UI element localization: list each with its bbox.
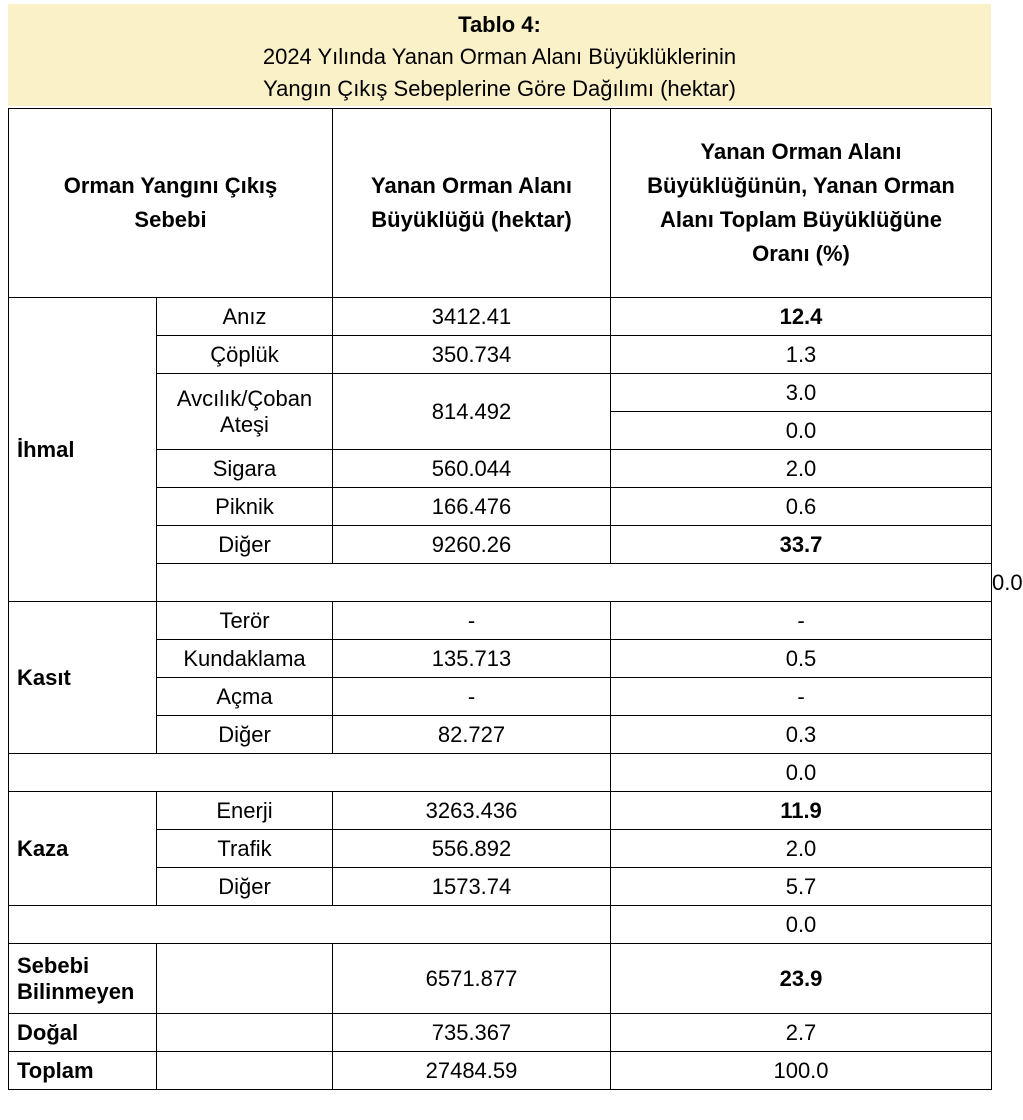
percent-cell: 2.0	[611, 450, 992, 488]
table-row	[9, 1014, 992, 1052]
header-cause: Orman Yangını Çıkış Sebebi	[9, 109, 333, 298]
area-cell: 560.044	[333, 450, 611, 488]
area-cell: 27484.59	[333, 1052, 611, 1090]
table-row	[9, 298, 992, 336]
subcause-cell	[157, 944, 333, 1014]
percent-cell: 0.0	[611, 754, 992, 792]
percent-cell: -	[611, 602, 992, 640]
header-area: Yanan Orman Alanı Büyüklüğü (hektar)	[333, 109, 611, 298]
category-kasit: Kasıt	[9, 602, 157, 754]
table-row	[9, 336, 992, 374]
forest-fire-table	[8, 108, 1023, 1090]
table-number: Tablo 4:	[458, 12, 541, 37]
percent-cell: 0.3	[611, 716, 992, 754]
area-cell: 556.892	[333, 830, 611, 868]
area-cell: 1573.74	[333, 868, 611, 906]
table-row	[9, 602, 992, 640]
table-row	[9, 944, 992, 1014]
header-row	[9, 109, 992, 298]
percent-cell: 23.9	[611, 944, 992, 1014]
area-cell: -	[333, 678, 611, 716]
category-ihmal: İhmal	[9, 298, 157, 602]
area-cell: 82.727	[333, 716, 611, 754]
area-cell: 735.367	[333, 1014, 611, 1052]
subcause-cell: Açma	[157, 678, 333, 716]
category-sebebi-bilinmeyen: Sebebi Bilinmeyen	[9, 944, 157, 1014]
category-dogal: Doğal	[9, 1014, 157, 1052]
table-row: 0.0	[9, 564, 992, 602]
table-row	[9, 716, 992, 754]
subcause-cell	[157, 1052, 333, 1090]
blank-row-cell	[9, 754, 611, 792]
table-row	[9, 374, 992, 412]
table-row	[9, 526, 992, 564]
percent-cell: 12.4	[611, 298, 992, 336]
subcause-cell: Terör	[157, 602, 333, 640]
percent-cell: 2.0	[611, 830, 992, 868]
subcause-cell: Diğer	[157, 868, 333, 906]
subcause-cell: Diğer	[157, 716, 333, 754]
table-row	[9, 488, 992, 526]
area-cell: 166.476	[333, 488, 611, 526]
percent-cell: 2.7	[611, 1014, 992, 1052]
percent-cell: 1.3	[611, 336, 992, 374]
category-toplam: Toplam	[9, 1052, 157, 1090]
table-row	[9, 640, 992, 678]
blank-row-cell	[9, 906, 611, 944]
area-cell: 6571.877	[333, 944, 611, 1014]
table-title-line-2: Yangın Çıkış Sebeplerine Göre Dağılımı (hektar)	[263, 76, 736, 101]
table-title-band	[8, 4, 991, 106]
percent-cell: 3.0	[611, 374, 992, 412]
area-cell: 350.734	[333, 336, 611, 374]
subcause-cell: Diğer	[157, 526, 333, 564]
percent-cell: 0.5	[611, 640, 992, 678]
subcause-cell: Çöplük	[157, 336, 333, 374]
area-cell: -	[333, 602, 611, 640]
subcause-cell: Piknik	[157, 488, 333, 526]
area-cell: 814.492	[333, 374, 611, 450]
table-row	[9, 906, 992, 944]
area-cell: 3263.436	[333, 792, 611, 830]
area-cell: 135.713	[333, 640, 611, 678]
table-row	[9, 754, 992, 792]
subcause-cell: Sigara	[157, 450, 333, 488]
subcause-cell: Avcılık/Çoban Ateşi	[157, 374, 333, 450]
area-cell: 3412.41	[333, 298, 611, 336]
percent-cell: 0.6	[611, 488, 992, 526]
subcause-cell	[157, 1014, 333, 1052]
table-title-line-1: 2024 Yılında Yanan Orman Alanı Büyüklüklerinin	[262, 44, 737, 69]
table-row	[9, 678, 992, 716]
total-row	[9, 1052, 992, 1090]
subcause-cell: Kundaklama	[157, 640, 333, 678]
subcause-cell: Anız	[157, 298, 333, 336]
subcause-cell: Enerji	[157, 792, 333, 830]
percent-cell: 5.7	[611, 868, 992, 906]
table-row	[9, 868, 992, 906]
category-kaza: Kaza	[9, 792, 157, 906]
percent-cell: 0.0	[611, 906, 992, 944]
percent-cell: -	[611, 678, 992, 716]
table-row	[9, 830, 992, 868]
table-row	[9, 792, 992, 830]
blank-row-cell	[157, 564, 992, 602]
percent-cell: 33.7	[611, 526, 992, 564]
area-cell: 9260.26	[333, 526, 611, 564]
percent-cell: 11.9	[611, 792, 992, 830]
table-row	[9, 450, 992, 488]
header-percent: Yanan Orman Alanı Büyüklüğünün, Yanan Orman Alanı Toplam Büyüklüğüne Oranı (%)	[611, 109, 992, 298]
subcause-cell: Trafik	[157, 830, 333, 868]
percent-cell: 0.0	[611, 412, 992, 450]
percent-cell: 100.0	[611, 1052, 992, 1090]
